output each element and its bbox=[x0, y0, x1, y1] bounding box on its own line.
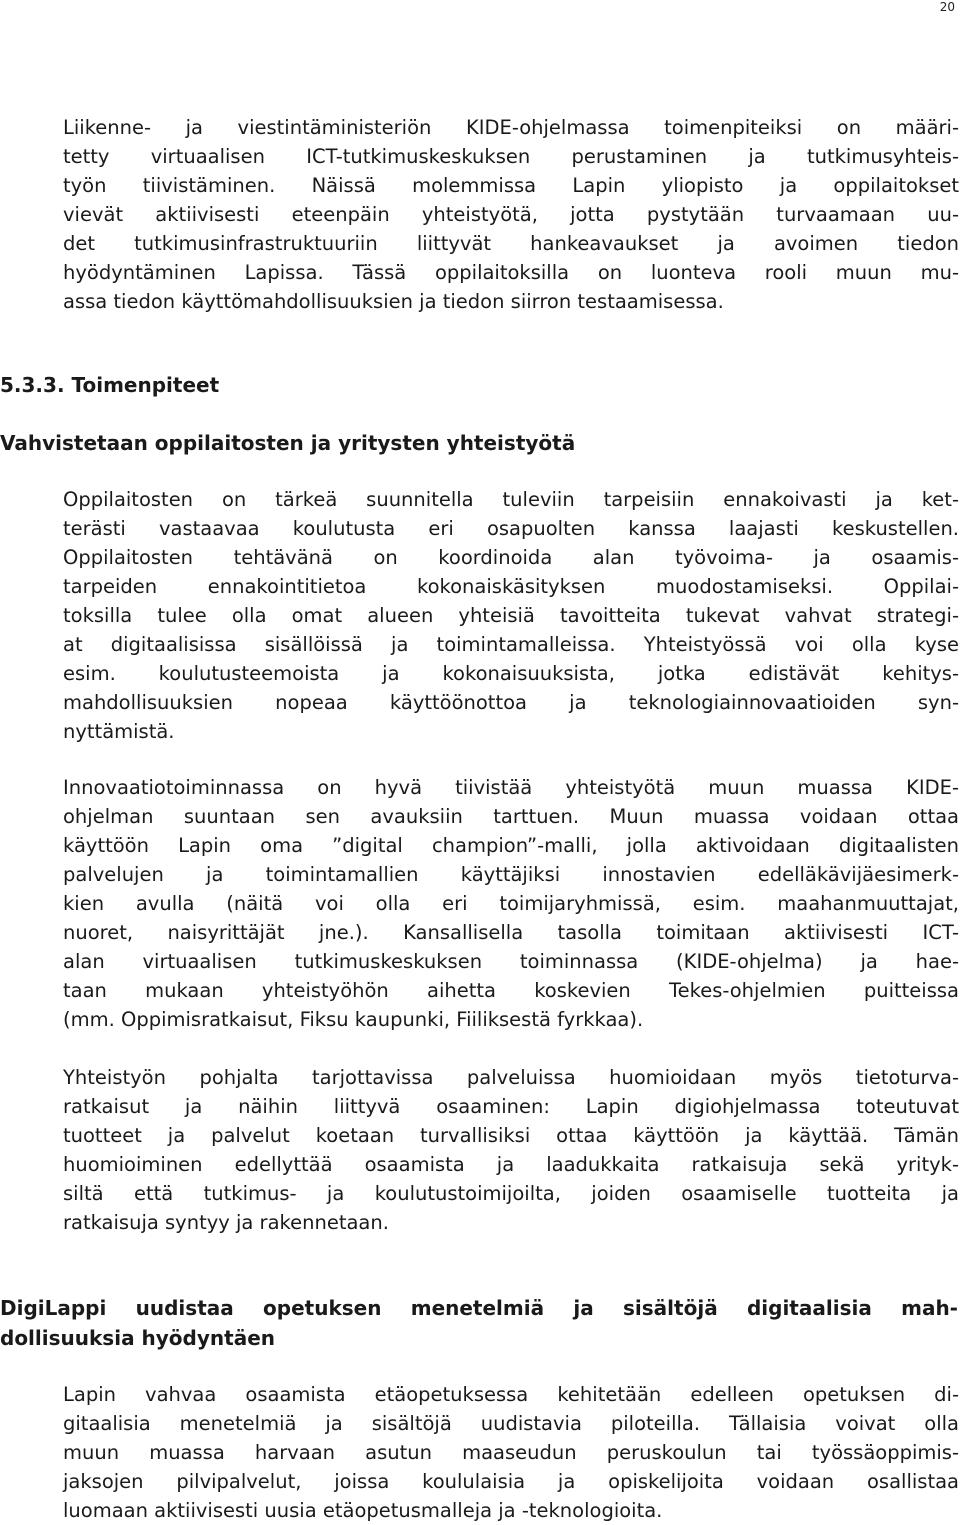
text-line: nyttämistä. bbox=[63, 720, 175, 743]
text-line: Innovaatiotoiminnassa on hyvä tiivistää yhteistyötä muun muassa KIDE- bbox=[63, 776, 959, 799]
text-line: muun muassa harvaan asutun maaseudun peruskoulun tai työssäoppimis- bbox=[63, 1441, 959, 1464]
text-line: ratkaisuja syntyy ja rakennetaan. bbox=[63, 1211, 389, 1234]
text-line: tarpeiden ennakointitietoa kokonaiskäsityksen muodostamiseksi. Oppilai- bbox=[63, 575, 959, 598]
text-line: ratkaisut ja näihin liittyvä osaaminen: Lapin digiohjelmassa toteutuvat bbox=[63, 1095, 959, 1118]
text-line: Oppilaitosten on tärkeä suunnitella tuleviin tarpeisiin ennakoivasti ja ket- bbox=[63, 488, 959, 511]
text-line: luomaan aktiivisesti uusia etäopetusmalleja ja -teknologioita. bbox=[63, 1499, 663, 1522]
text-line: terästi vastaavaa koulutusta eri osapuolten kanssa laajasti keskustellen. bbox=[63, 517, 959, 540]
subsection-heading-digilappi bbox=[0, 1293, 958, 1353]
intro-paragraph bbox=[63, 113, 959, 316]
text-line: Yhteistyön pohjalta tarjottavissa palveluissa huomioidaan myös tietoturva- bbox=[63, 1066, 959, 1089]
text-line: DigiLappi uudistaa opetuksen menetelmiä ja sisältöjä digitaalisia mah- bbox=[0, 1296, 958, 1320]
text-line: ohjelman suuntaan sen avauksiin tarttuen. Muun muassa voidaan ottaa bbox=[63, 805, 959, 828]
cooperation-paragraph-1 bbox=[63, 485, 959, 746]
text-line: huomioiminen edellyttää osaamista ja laadukkaita ratkaisuja sekä yrityk- bbox=[63, 1153, 959, 1176]
text-line: mahdollisuuksien nopeaa käyttöönottoa ja teknologiainnovaatioiden syn- bbox=[63, 691, 959, 714]
text-line: siltä että tutkimus- ja koulutustoimijoilta, joiden osaamiselle tuotteita ja bbox=[63, 1182, 959, 1205]
cooperation-paragraph-3 bbox=[63, 1063, 959, 1237]
text-line: det tutkimusinfrastruktuuriin liittyvät hankeavaukset ja avoimen tiedon bbox=[63, 232, 959, 255]
text-line: kien avulla (näitä voi olla eri toimijaryhmissä, esim. maahanmuuttajat, bbox=[63, 892, 959, 915]
text-line: hyödyntäminen Lapissa. Tässä oppilaitoksilla on luonteva rooli muun mu- bbox=[63, 261, 959, 284]
page-number: 20 bbox=[939, 0, 955, 14]
text-line: Liikenne- ja viestintäministeriön KIDE-ohjelmassa toimenpiteiksi on määri- bbox=[63, 116, 959, 139]
text-line: alan virtuaalisen tutkimuskeskuksen toiminnassa (KIDE-ohjelma) ja hae- bbox=[63, 950, 959, 973]
cooperation-paragraph-2 bbox=[63, 773, 959, 1034]
text-line: palvelujen ja toimintamallien käyttäjiksi innostavien edelläkävijäesimerk- bbox=[63, 863, 959, 886]
text-line: Oppilaitosten tehtävänä on koordinoida alan työvoima- ja osaamis- bbox=[63, 546, 959, 569]
text-line: gitaalisia menetelmiä ja sisältöjä uudistavia piloteilla. Tällaisia voivat olla bbox=[63, 1412, 959, 1435]
text-line: (mm. Oppimisratkaisut, Fiksu kaupunki, Fiiliksestä fyrkkaa). bbox=[63, 1008, 644, 1031]
text-line: tetty virtuaalisen ICT-tutkimuskeskuksen perustaminen ja tutkimusyhteis- bbox=[63, 145, 959, 168]
text-line: at digitaalisissa sisällöissä ja toimintamalleissa. Yhteistyössä voi olla kyse bbox=[63, 633, 959, 656]
text-line: tuotteet ja palvelut koetaan turvallisiksi ottaa käyttöön ja käyttää. Tämän bbox=[63, 1124, 959, 1147]
text-line: vievät aktiivisesti eteenpäin yhteistyötä, jotta pystytään turvaamaan uu- bbox=[63, 203, 959, 226]
text-line: Lapin vahvaa osaamista etäopetuksessa kehitetään edelleen opetuksen di- bbox=[63, 1383, 959, 1406]
digilappi-paragraph bbox=[63, 1380, 959, 1525]
section-heading: 5.3.3. Toimenpiteet bbox=[0, 373, 220, 397]
text-line: työn tiivistäminen. Näissä molemmissa Lapin yliopisto ja oppilaitokset bbox=[63, 174, 959, 197]
text-line: dollisuuksia hyödyntäen bbox=[0, 1326, 275, 1350]
subsection-heading-cooperation: Vahvistetaan oppilaitosten ja yritysten yhteistyötä bbox=[0, 431, 576, 455]
text-line: toksilla tulee olla omat alueen yhteisiä tavoitteita tukevat vahvat strategi- bbox=[63, 604, 959, 627]
text-line: käyttöön Lapin oma ”digital champion”-malli, jolla aktivoidaan digitaalisten bbox=[63, 834, 959, 857]
text-line: esim. koulutusteemoista ja kokonaisuuksista, jotka edistävät kehitys- bbox=[63, 662, 959, 685]
text-line: jaksojen pilvipalvelut, joissa koululaisia ja opiskelijoita voidaan osallistaa bbox=[63, 1470, 959, 1493]
text-line: nuoret, naisyrittäjät jne.). Kansallisella tasolla toimitaan aktiivisesti ICT- bbox=[63, 921, 959, 944]
text-line: taan mukaan yhteistyöhön aihetta koskevien Tekes-ohjelmien puitteissa bbox=[63, 979, 959, 1002]
text-line: assa tiedon käyttömahdollisuuksien ja tiedon siirron testaamisessa. bbox=[63, 290, 724, 313]
